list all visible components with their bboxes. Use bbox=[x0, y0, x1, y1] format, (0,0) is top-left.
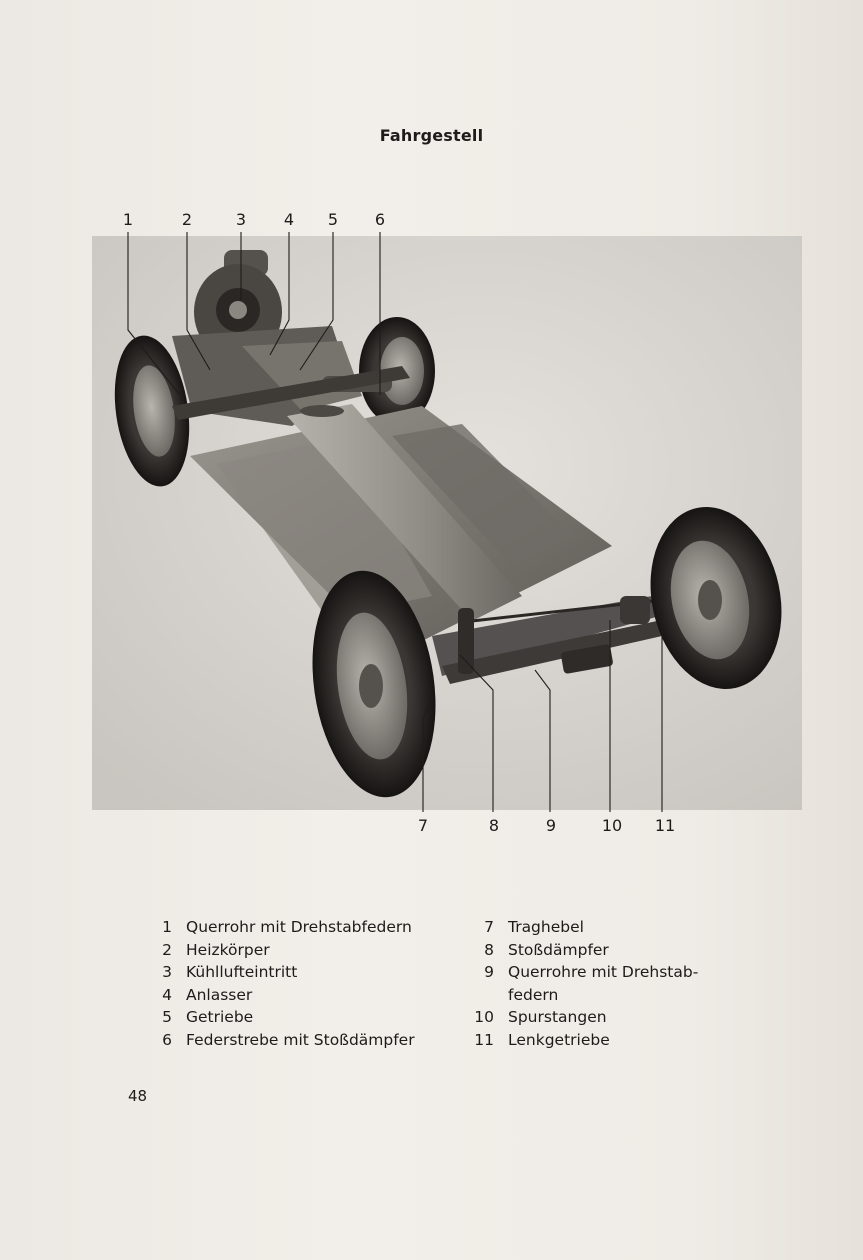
callout-number-8: 8 bbox=[488, 816, 500, 835]
callout-number-7: 7 bbox=[417, 816, 429, 835]
callout-number-10: 10 bbox=[601, 816, 623, 835]
legend-item: 11 Lenkgetriebe bbox=[474, 1030, 610, 1049]
legend-item: 7 Traghebel bbox=[484, 918, 584, 936]
callout-number-9: 9 bbox=[545, 816, 557, 835]
legend-item: 3 Kühllufteintritt bbox=[162, 963, 298, 982]
legend-item: 5 Getriebe bbox=[162, 1008, 254, 1027]
legend-item: 6 Federstrebe mit Stoßdämpfer bbox=[162, 1030, 415, 1049]
callout-number-6: 6 bbox=[374, 210, 386, 229]
page-number: 48 bbox=[128, 1087, 148, 1105]
page-title: Fahrgestell bbox=[379, 126, 484, 145]
callout-number-1: 1 bbox=[122, 210, 134, 229]
chassis-photo bbox=[92, 236, 802, 810]
callout-number-3: 3 bbox=[235, 210, 247, 229]
steering-box-shape bbox=[620, 596, 650, 624]
shock-absorber-shape bbox=[458, 608, 474, 674]
legend-item: 4 Anlasser bbox=[162, 985, 253, 1004]
legend-item: 1 Querrohr mit Drehstabfedern bbox=[162, 918, 412, 936]
legend-left-column bbox=[150, 916, 415, 1052]
callout-number-5: 5 bbox=[327, 210, 339, 229]
legend-right-column bbox=[470, 916, 698, 1052]
legend-item-continuation: federn bbox=[508, 985, 559, 1004]
callout-number-4: 4 bbox=[283, 210, 295, 229]
legend-item: 10 Spurstangen bbox=[474, 1008, 607, 1027]
legend-item: 9 Querrohre mit Drehstab- bbox=[484, 963, 699, 982]
legend-item: 8 Stoßdämpfer bbox=[484, 940, 609, 959]
callout-number-2: 2 bbox=[181, 210, 193, 229]
legend-item: 2 Heizkörper bbox=[162, 940, 270, 959]
callout-number-11: 11 bbox=[654, 816, 676, 835]
